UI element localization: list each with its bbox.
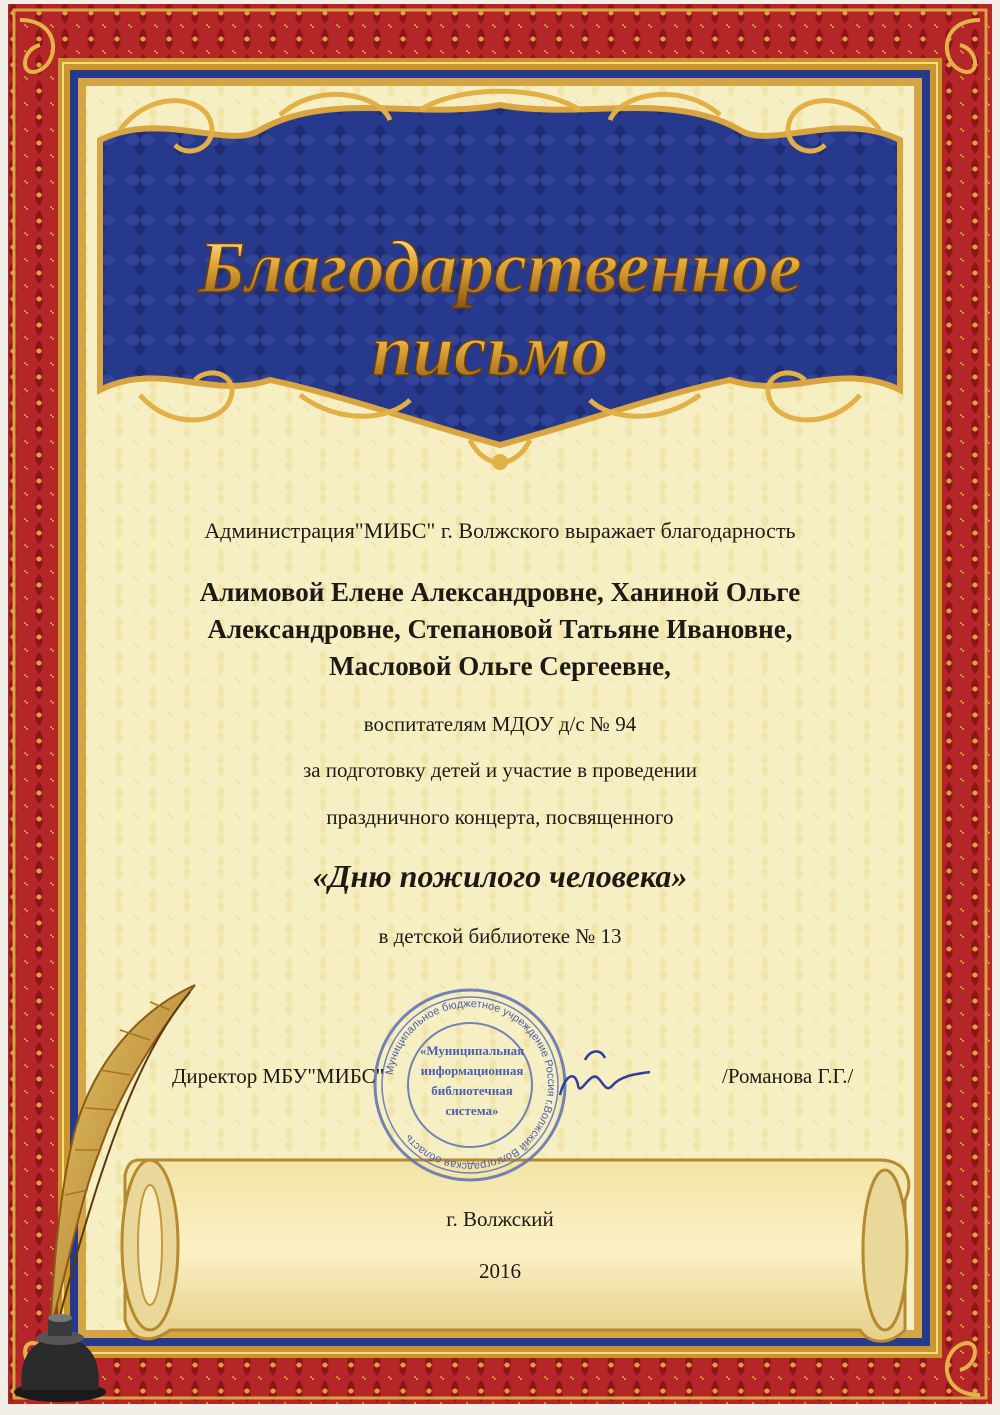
- stamp-center-line-3: библиотечная: [431, 1083, 513, 1098]
- stamp-center-line-1: «Муниципальная: [419, 1043, 525, 1058]
- recipient-names: [0, 574, 1000, 685]
- recipient-names-line-1: Алимовой Елене Александровне, Ханиной Ольге: [199, 577, 801, 607]
- footer-year: 2016: [479, 1259, 521, 1283]
- event-place: в детской библиотеке № 13: [378, 924, 622, 948]
- title-line1: Благодарственное: [198, 227, 802, 309]
- stamp-center-line-2: информационная: [420, 1063, 524, 1078]
- recipient-names-line-3: Масловой Ольге Сергеевне,: [329, 651, 671, 681]
- intro-text: Администрация"МИБС" г. Волжского выражает благодарность: [204, 518, 796, 543]
- stamp-center-line-4: система»: [445, 1103, 499, 1118]
- title-line2: письмо: [371, 310, 609, 392]
- recipients-role: воспитателям МДОУ д/с № 94: [363, 712, 637, 736]
- footer-city: г. Волжский: [446, 1207, 554, 1231]
- recipient-names-line-2: Александровне, Степановой Татьяне Ивановне,: [207, 614, 793, 644]
- director-label: Директор МБУ"МИБС": [172, 1064, 385, 1088]
- stamp-ring-text: Муниципальное бюджетное учреждение Россия г.Волжский Волгоградская область: [383, 997, 558, 1173]
- event-title: «Дню пожилого человека»: [312, 858, 688, 894]
- reason-line-2: праздничного концерта, посвященного: [326, 805, 674, 829]
- signer-name: /Романова Г.Г./: [722, 1064, 854, 1088]
- reason-line-1: за подготовку детей и участие в проведении: [302, 758, 698, 782]
